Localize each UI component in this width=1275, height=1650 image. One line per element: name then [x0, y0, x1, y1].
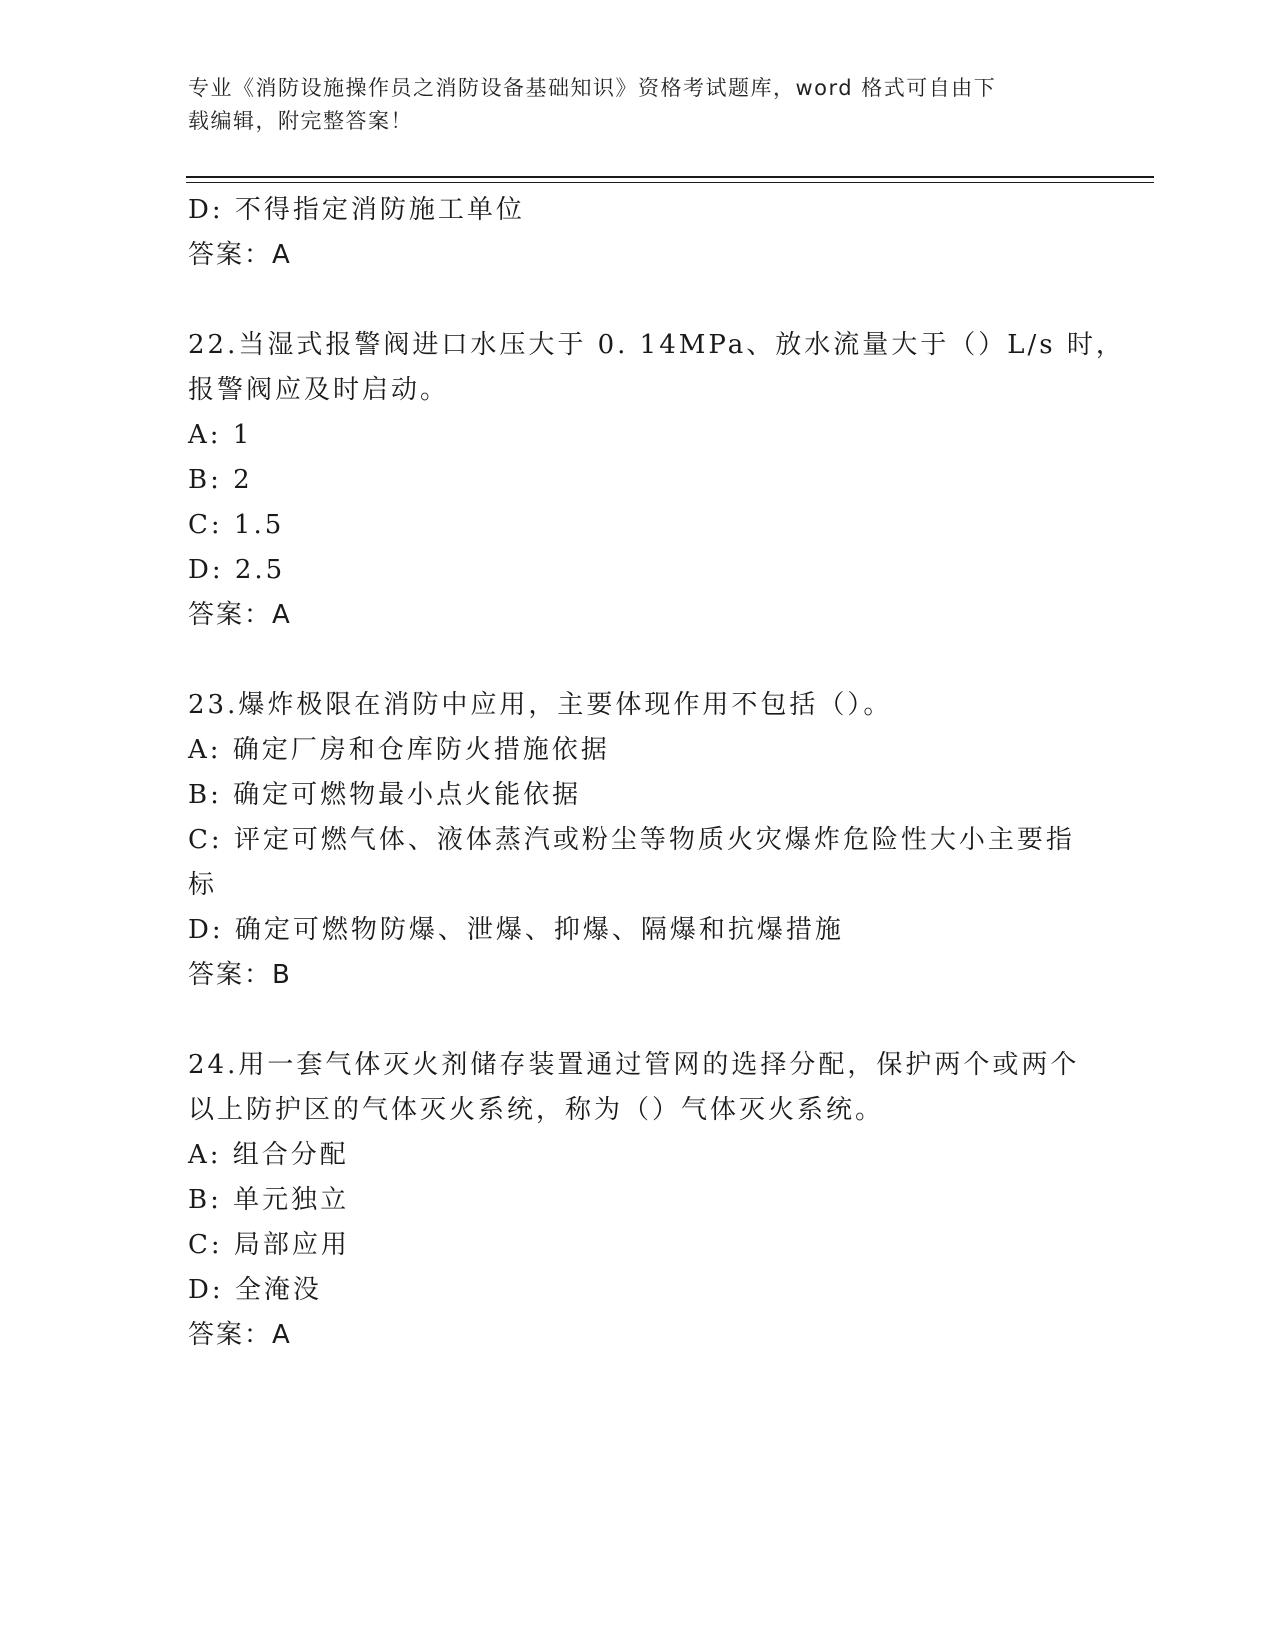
header-rule-thin — [186, 182, 1154, 183]
header-line-2: 载编辑，附完整答案！ — [188, 109, 413, 133]
question-stem-line-1: 22.当湿式报警阀进口水压大于 0. 14MPa、放水流量大于（）L/s 时， — [188, 330, 1125, 360]
option-b: B: 单元独立 — [188, 1185, 350, 1215]
spacer — [188, 278, 1088, 323]
option-c-line-2: 标 — [188, 870, 218, 900]
option-a: A: 确定厂房和仓库防火措施依据 — [188, 735, 610, 765]
question-list — [188, 188, 1125, 1358]
option-b: B: 2 — [188, 465, 253, 495]
spacer — [188, 998, 1088, 1043]
question-stem-line-1: 24.用一套气体灭火剂储存装置通过管网的选择分配，保护两个或两个 — [188, 1050, 1080, 1080]
answer: 答案：A — [188, 600, 292, 630]
option-d: D: 全淹没 — [188, 1275, 322, 1305]
option-b: B: 确定可燃物最小点火能依据 — [188, 780, 582, 810]
option-c: C: 1.5 — [188, 510, 285, 540]
option-d: D: 2.5 — [188, 555, 286, 585]
question-22 — [188, 323, 1125, 638]
spacer — [188, 638, 1088, 683]
question-23 — [188, 683, 1088, 998]
option-d: D: 不得指定消防施工单位 — [188, 195, 525, 225]
question-24 — [188, 1043, 1088, 1358]
question-stem-line-2: 以上防护区的气体灭火系统，称为（）气体灭火系统。 — [188, 1095, 885, 1125]
document-header — [188, 72, 1068, 138]
answer: 答案：A — [188, 1320, 292, 1350]
header-line-1: 专业《消防设施操作员之消防设备基础知识》资格考试题库，word 格式可自由下 — [188, 76, 997, 100]
option-c-line-1: C: 评定可燃气体、液体蒸汽或粉尘等物质火灾爆炸危险性大小主要指 — [188, 825, 1075, 855]
answer: 答案：B — [188, 960, 292, 990]
option-c: C: 局部应用 — [188, 1230, 350, 1260]
question-stem-line-2: 报警阀应及时启动。 — [188, 375, 450, 405]
option-d: D: 确定可燃物防爆、泄爆、抑爆、隔爆和抗爆措施 — [188, 915, 844, 945]
answer: 答案：A — [188, 240, 292, 270]
option-a: A: 1 — [188, 420, 253, 450]
previous-question-tail — [188, 188, 1088, 278]
option-a: A: 组合分配 — [188, 1140, 349, 1170]
header-rule-thick — [186, 176, 1154, 178]
question-stem-line-1: 23.爆炸极限在消防中应用，主要体现作用不包括（）。 — [188, 690, 893, 720]
